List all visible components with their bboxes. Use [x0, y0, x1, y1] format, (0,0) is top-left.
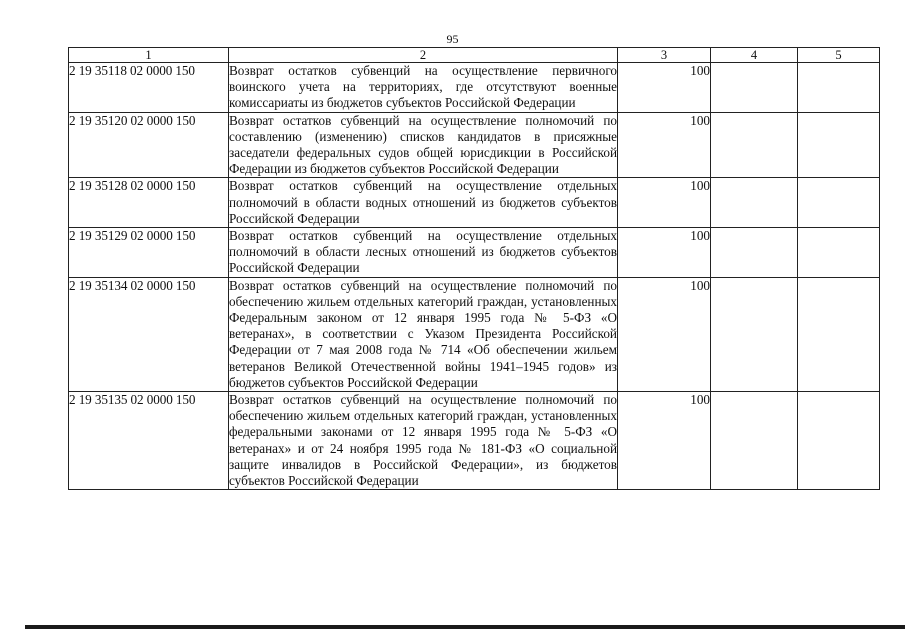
table-row [69, 392, 880, 490]
row-code: 2 19 35129 02 0000 150 [69, 228, 229, 278]
header-col-2: 2 [229, 48, 618, 63]
budget-table [68, 47, 880, 490]
header-col-1: 1 [69, 48, 229, 63]
row-amount: 100 [618, 228, 711, 278]
row-amount: 100 [618, 63, 711, 113]
bottom-rule [25, 625, 905, 629]
row-col5 [798, 277, 880, 391]
header-col-3: 3 [618, 48, 711, 63]
header-col-5: 5 [798, 48, 880, 63]
row-description: Возврат остатков субвенций на осуществление отдельных полномочий в области лесных отношений из бюджетов субъектов Российской Федерации [229, 228, 617, 276]
row-description: Возврат остатков субвенций на осуществление полномочий по составлению (изменению) списков кандидатов в присяжные заседатели федеральных судов общей юрисдикции в Российской Федерации из бюджетов субъектов Российской Федерации [229, 112, 617, 177]
table-row [69, 228, 880, 278]
row-col5 [798, 392, 880, 490]
row-code: 2 19 35134 02 0000 150 [69, 277, 229, 391]
row-code: 2 19 35128 02 0000 150 [69, 178, 229, 228]
row-col5 [798, 228, 880, 278]
row-col5 [798, 112, 880, 178]
table-row [69, 112, 880, 178]
row-col4 [711, 112, 798, 178]
row-col4 [711, 392, 798, 490]
row-col5 [798, 178, 880, 228]
row-code: 2 19 35120 02 0000 150 [69, 112, 229, 178]
row-code: 2 19 35135 02 0000 150 [69, 392, 229, 490]
row-description: Возврат остатков субвенций на осуществление первичного воинского учета на территориях, где отсутствуют военные комиссариаты из бюджетов субъектов Российской Федерации [229, 63, 617, 111]
row-col5 [798, 63, 880, 113]
page-number: 95 [446, 32, 459, 46]
row-amount: 100 [618, 112, 711, 178]
row-code: 2 19 35118 02 0000 150 [69, 63, 229, 113]
row-amount: 100 [618, 178, 711, 228]
row-col4 [711, 277, 798, 391]
row-description: Возврат остатков субвенций на осуществление полномочий по обеспечению жильем отдельных категорий граждан, установленных Федеральным законом от 12 января 1995 года № 5-ФЗ «О ветеранах», в соответствии с Указом Президента Российской Федерации от 7 мая 2008 года № 714 «Об обеспечении жильем ветеранов Великой Отечественной войны 1941–1945 годов» из бюджетов субъектов Российской Федерации [229, 277, 617, 390]
table-row [69, 63, 880, 113]
row-col4 [711, 178, 798, 228]
table-header-row [69, 48, 880, 63]
row-amount: 100 [618, 392, 711, 490]
row-col4 [711, 63, 798, 113]
table-row [69, 178, 880, 228]
row-col4 [711, 228, 798, 278]
row-amount: 100 [618, 277, 711, 391]
table-row [69, 277, 880, 391]
row-description: Возврат остатков субвенций на осуществление отдельных полномочий в области водных отношений из бюджетов субъектов Российской Федерации [229, 178, 617, 226]
row-description: Возврат остатков субвенций на осуществление полномочий по обеспечению жильем отдельных категорий граждан, установленных федеральными законами от 12 января 1995 года № 5-ФЗ «О ветеранах» и от 24 ноября 1995 года № 181-ФЗ «О социальной защите инвалидов в Российской Федерации», из бюджетов субъектов Российской Федерации [229, 392, 617, 489]
header-col-4: 4 [711, 48, 798, 63]
